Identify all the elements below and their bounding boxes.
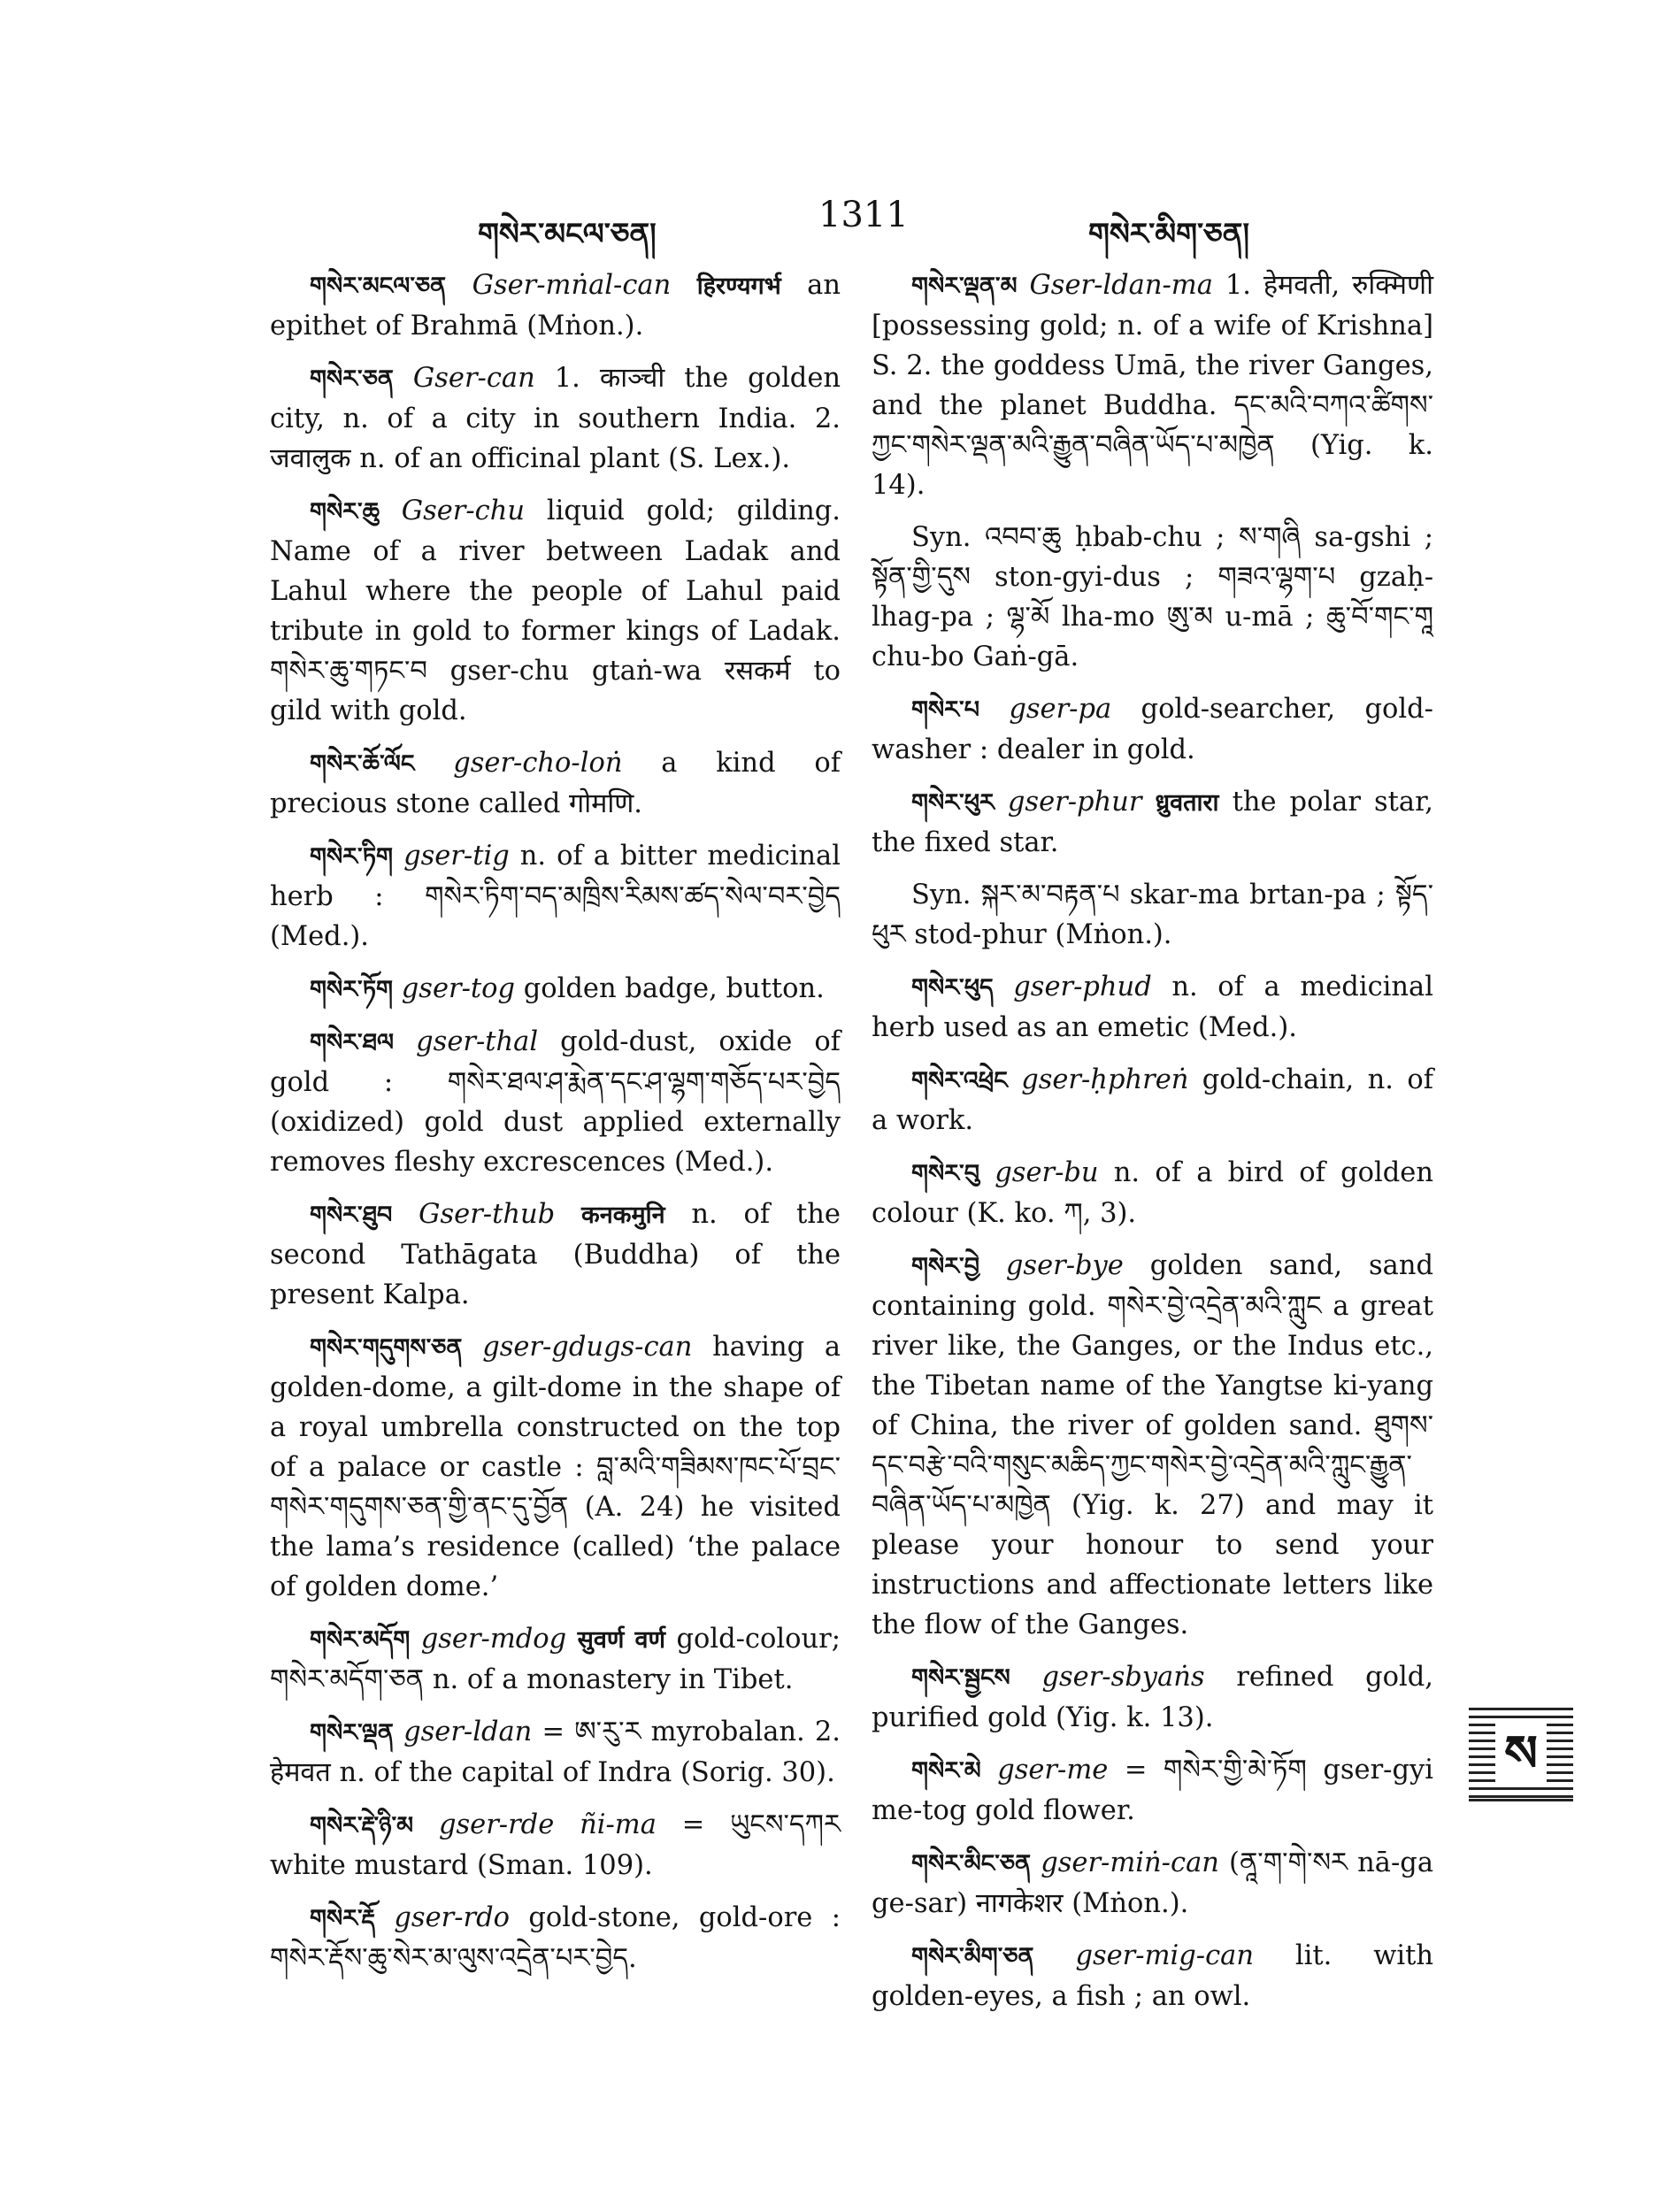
entry-headword-tibetan: གསེར་འཕྲེང [911,1067,1008,1094]
entry-transliteration: gser-gdugs-can [482,1332,693,1363]
entry-headword-tibetan: གསེར་བྱེ [911,1253,980,1280]
entry-definition: (ནཱ་ག་གེ་སར nā-ga ge-sar) नागकेशर (Mṅon.). [872,1847,1434,1919]
dictionary-entry [872,689,1433,770]
entry-definition: the polar star, the fixed star. [872,787,1434,858]
entry-headword-tibetan: གསེར་མངལ་ཅན [310,273,447,300]
entry-transliteration: Gser-can [412,363,535,394]
entry-headword-tibetan: གསེར་ཆུ [310,498,380,526]
entry-definition: n. of the second Tathāgata (Buddha) of the present Kalpa. [270,1199,841,1310]
entry-definition: a kind of precious stone called गोमणि. [270,748,841,819]
entry-headword-tibetan: གསེར་ཅན [310,365,394,393]
entry-headword-tibetan: གསེར་ཏིག [310,843,394,871]
entry-sanskrit: ध्रुवतारा [1155,789,1219,817]
entry-transliteration: gser-pa [1009,694,1112,725]
header-right-headword: གསེར་མིག་ཅན། [1088,217,1250,252]
dictionary-entry [270,1898,841,1978]
entry-headword-tibetan: གསེར་པ [911,696,980,724]
dictionary-entry [872,265,1433,505]
entry-definition: liquid gold; gilding. Name of a river between Ladak and Lahul where the people of Lahul paid tribute in gold to former kings of Ladak. གསེར་ཆུ་གཏང་བ gser-chu gtaṅ-wa रसकर्म to gild with gold. [270,495,841,726]
entry-definition: n. of a bird of golden colour (K. ko. ཀ, 3). [872,1157,1433,1229]
dictionary-entry [872,1843,1433,1924]
entry-definition: = ཨ་རུ་ར myrobalan. 2. हेमवत n. of the capital of Indra (Sorig. 30). [270,1717,841,1788]
entry-transliteration: gser-tog [401,973,516,1004]
entry-transliteration: gser-cho-loṅ [453,748,623,779]
entry-definition: having a golden-dome, a gilt-dome in the shape of a royal umbrella constructed on the top of a palace or castle : བླ་མའི་གཟིམས་ཁང་པོ་བྲང་གསེར་གདུགས་ཅན་གྱི་ནང་དུ་བྱོན (A. 24) he visited the lama’s residence (called) ‘the palace of golden dome.’ [270,1332,841,1602]
entry-headword-tibetan: གསེར་ཐུབ [310,1202,393,1229]
entry-transliteration: gser-tig [403,841,510,872]
dictionary-entry [270,491,841,731]
entry-headword-tibetan: གསེར་མིང་ཅན [911,1850,1032,1878]
dictionary-entry [270,1805,841,1886]
entry-definition: gold-colour; གསེར་མདོག་ཅན n. of a monastery in Tibet. [270,1624,841,1695]
entry-definition: lit. with golden-eyes, a fish ; an owl. [872,1940,1434,2012]
dictionary-entry [872,782,1433,863]
dictionary-entry [270,1194,841,1315]
entry-transliteration: gser-ḥphreṅ [1021,1064,1189,1095]
dictionary-entry [872,967,1433,1048]
entry-headword-tibetan: གསེར་རྡོ [310,1905,376,1932]
entry-transliteration: gser-mig-can [1075,1940,1254,1971]
dictionary-entry [270,1022,841,1182]
dictionary-entry [872,1246,1433,1645]
entry-definition: golden badge, button. [523,973,825,1004]
entry-headword-tibetan: གསེར་རྡེ་ཉི་མ [310,1812,414,1839]
entry-definition: 1. हेमवती, रुक्मिणी [possessing gold; n. of a wife of Krishna] S. 2. the goddess Umā, the river Ganges, and the planet Buddha. དང་མའི་བཀའ་ཚིགས་ཀྱང་གསེར་ལྡན་མའི་རྒྱུན་བཞིན་ཡོད་པ་མཁྱེན (Yig. k. 14). [872,270,1433,501]
dictionary-entry [270,358,841,479]
entry-definition: gold-chain, n. of a work. [872,1064,1433,1136]
dictionary-entry [270,969,841,1010]
entry-definition: gold-dust, oxide of gold : གསེར་ཐལ་ཤ་རྨེན་དང་ཤ་ལྷག་གཅོད་པར་བྱེད (oxidized) gold dust applied externally removes fleshy excrescences (Med.). [270,1026,841,1178]
thumb-index-letter: ས [1495,1724,1547,1786]
dictionary-entry [270,1712,841,1793]
header-left-headword: གསེར་མངལ་ཅན། [478,217,657,252]
entry-definition: = གསེར་གྱི་མེ་ཏོག gser-gyi me-tog gold flower. [872,1755,1433,1826]
entry-headword-tibetan: གསེར་གདུགས་ཅན [310,1334,463,1362]
dictionary-entry [872,1936,1433,2016]
entry-sanskrit: कनकमुनि [581,1202,665,1229]
entry-definition: Syn. འབབ་ཆུ ḥbab-chu ; ས་གཞི sa-gshi ; སྟོན་གྱི་དུས ston-gyi-dus ; གཟའ་ལྷག་པ gzaḥ-lhag-pa ; ལྷ་མོ lha-mo ཨུ་མ u-mā ; ཆུ་བོ་གང་གཱ chu-bo Gaṅ-gā. [872,522,1433,672]
entry-headword-tibetan: གསེར་སྦྱངས [911,1664,1010,1692]
entry-transliteration: gser-phud [1013,972,1152,1002]
entry-transliteration: gser-rdo [394,1902,510,1933]
entry-transliteration: gser-ldan [403,1717,533,1747]
entry-definition: gold-stone, gold-ore : གསེར་རྡོས་ཆུ་སེར་མ་ལུས་འདྲེན་པར་བྱེད. [270,1902,841,1974]
entry-transliteration: gser-thal [416,1026,539,1057]
entry-headword-tibetan: གསེར་མིག་ཅན [911,1943,1034,1970]
entry-headword-tibetan: གསེར་ཆོ་ལོང [310,750,415,778]
dictionary-entry [270,1619,841,1700]
dictionary-entry [872,518,1433,677]
entry-headword-tibetan: གསེར་ཏོག [310,976,394,1003]
right-column [872,265,1433,2029]
entry-sanskrit: सुवर्ण वर्ण [577,1626,666,1654]
entry-transliteration: gser-mdog [420,1624,567,1655]
dictionary-entry [872,1750,1433,1831]
dictionary-entry [270,265,841,346]
dictionary-entry [270,743,841,824]
entry-headword-tibetan: གསེར་བུ [911,1160,980,1187]
entry-definition: = ཡུངས་དཀར white mustard (Sman. 109). [270,1809,841,1881]
running-header [265,195,1451,252]
left-column [270,265,841,1991]
entry-definition: refined gold, purified gold (Yig. k. 13). [872,1662,1434,1733]
entry-headword-tibetan: གསེར་མདོག [310,1626,411,1654]
entry-transliteration: gser-me [997,1755,1109,1786]
dictionary-entry [872,1153,1433,1233]
entry-headword-tibetan: གསེར་ལྡན [310,1719,394,1747]
thumb-index-tab [1469,1708,1573,1801]
entry-headword-tibetan: གསེར་ཕུད [911,974,994,1002]
entry-definition: 1. काञ्ची the golden city, n. of a city in southern India. 2. जवालुक n. of an officinal plant (S. Lex.). [270,363,841,474]
entry-transliteration: gser-phur [1007,787,1142,818]
dictionary-entry [270,836,841,956]
entry-definition: gold-searcher, gold-washer : dealer in gold. [872,694,1433,765]
entry-headword-tibetan: གསེར་ལྡན་མ [911,273,1018,300]
dictionary-entry [872,1657,1433,1738]
entry-transliteration: gser-sbyaṅs [1041,1662,1205,1693]
entry-definition: n. of a bitter medicinal herb : གསེར་ཏིག་བད་མཁྲིས་རིམས་ཚད་སེལ་བར་བྱེད (Med.). [270,841,841,952]
page-number: 1311 [818,195,909,235]
entry-transliteration: gser-bu [995,1157,1099,1188]
entry-definition: an epithet of Brahmā (Mṅon.). [270,270,841,342]
entry-headword-tibetan: གསེར་ཐལ [310,1029,395,1056]
dictionary-entry [872,1060,1433,1141]
entry-definition: golden sand, sand containing gold. གསེར་བྱེ་འདྲེན་མའི་ཀླུང a great river like, the Ganges, or the Indus etc., the Tibetan name of the Yangtse ki-yang of China, the river of golden sand. ཐུགས་དང་བརྩེ་བའི་གསུང་མཆིད་ཀྱང་གསེར་བྱེ་འདྲེན་མའི་ཀླུང་རྒྱུན་བཞིན་ཡོད་པ་མཁྱེན (Yig. k. 27) and may it please your honour to send your instructions and affectionate letters like the flow of the Ganges. [872,1250,1433,1640]
entry-definition: n. of a medicinal herb used as an emetic (Med.). [872,972,1433,1043]
entry-transliteration: gser-miṅ-can [1041,1847,1219,1878]
entry-transliteration: Gser-thub [419,1199,556,1230]
entry-transliteration: Gser-chu [401,495,526,526]
entry-transliteration: gser-rde ñi-ma [438,1809,657,1840]
dictionary-entry [872,875,1433,955]
entry-transliteration: Gser-ldan-ma [1029,270,1213,301]
entry-sanskrit: हिरण्यगर्भ [696,273,781,300]
entry-headword-tibetan: གསེར་ཕུར [911,789,995,817]
entry-definition: Syn. སྐར་མ་བརྟན་པ skar-ma brtan-pa ; སྟོད་ཕུར stod-phur (Mṅon.). [872,879,1433,950]
dictionary-entry [270,1327,841,1607]
entry-transliteration: Gser-mṅal-can [472,270,672,301]
entry-headword-tibetan: གསེར་མེ [911,1757,981,1785]
entry-transliteration: gser-bye [1005,1250,1124,1281]
